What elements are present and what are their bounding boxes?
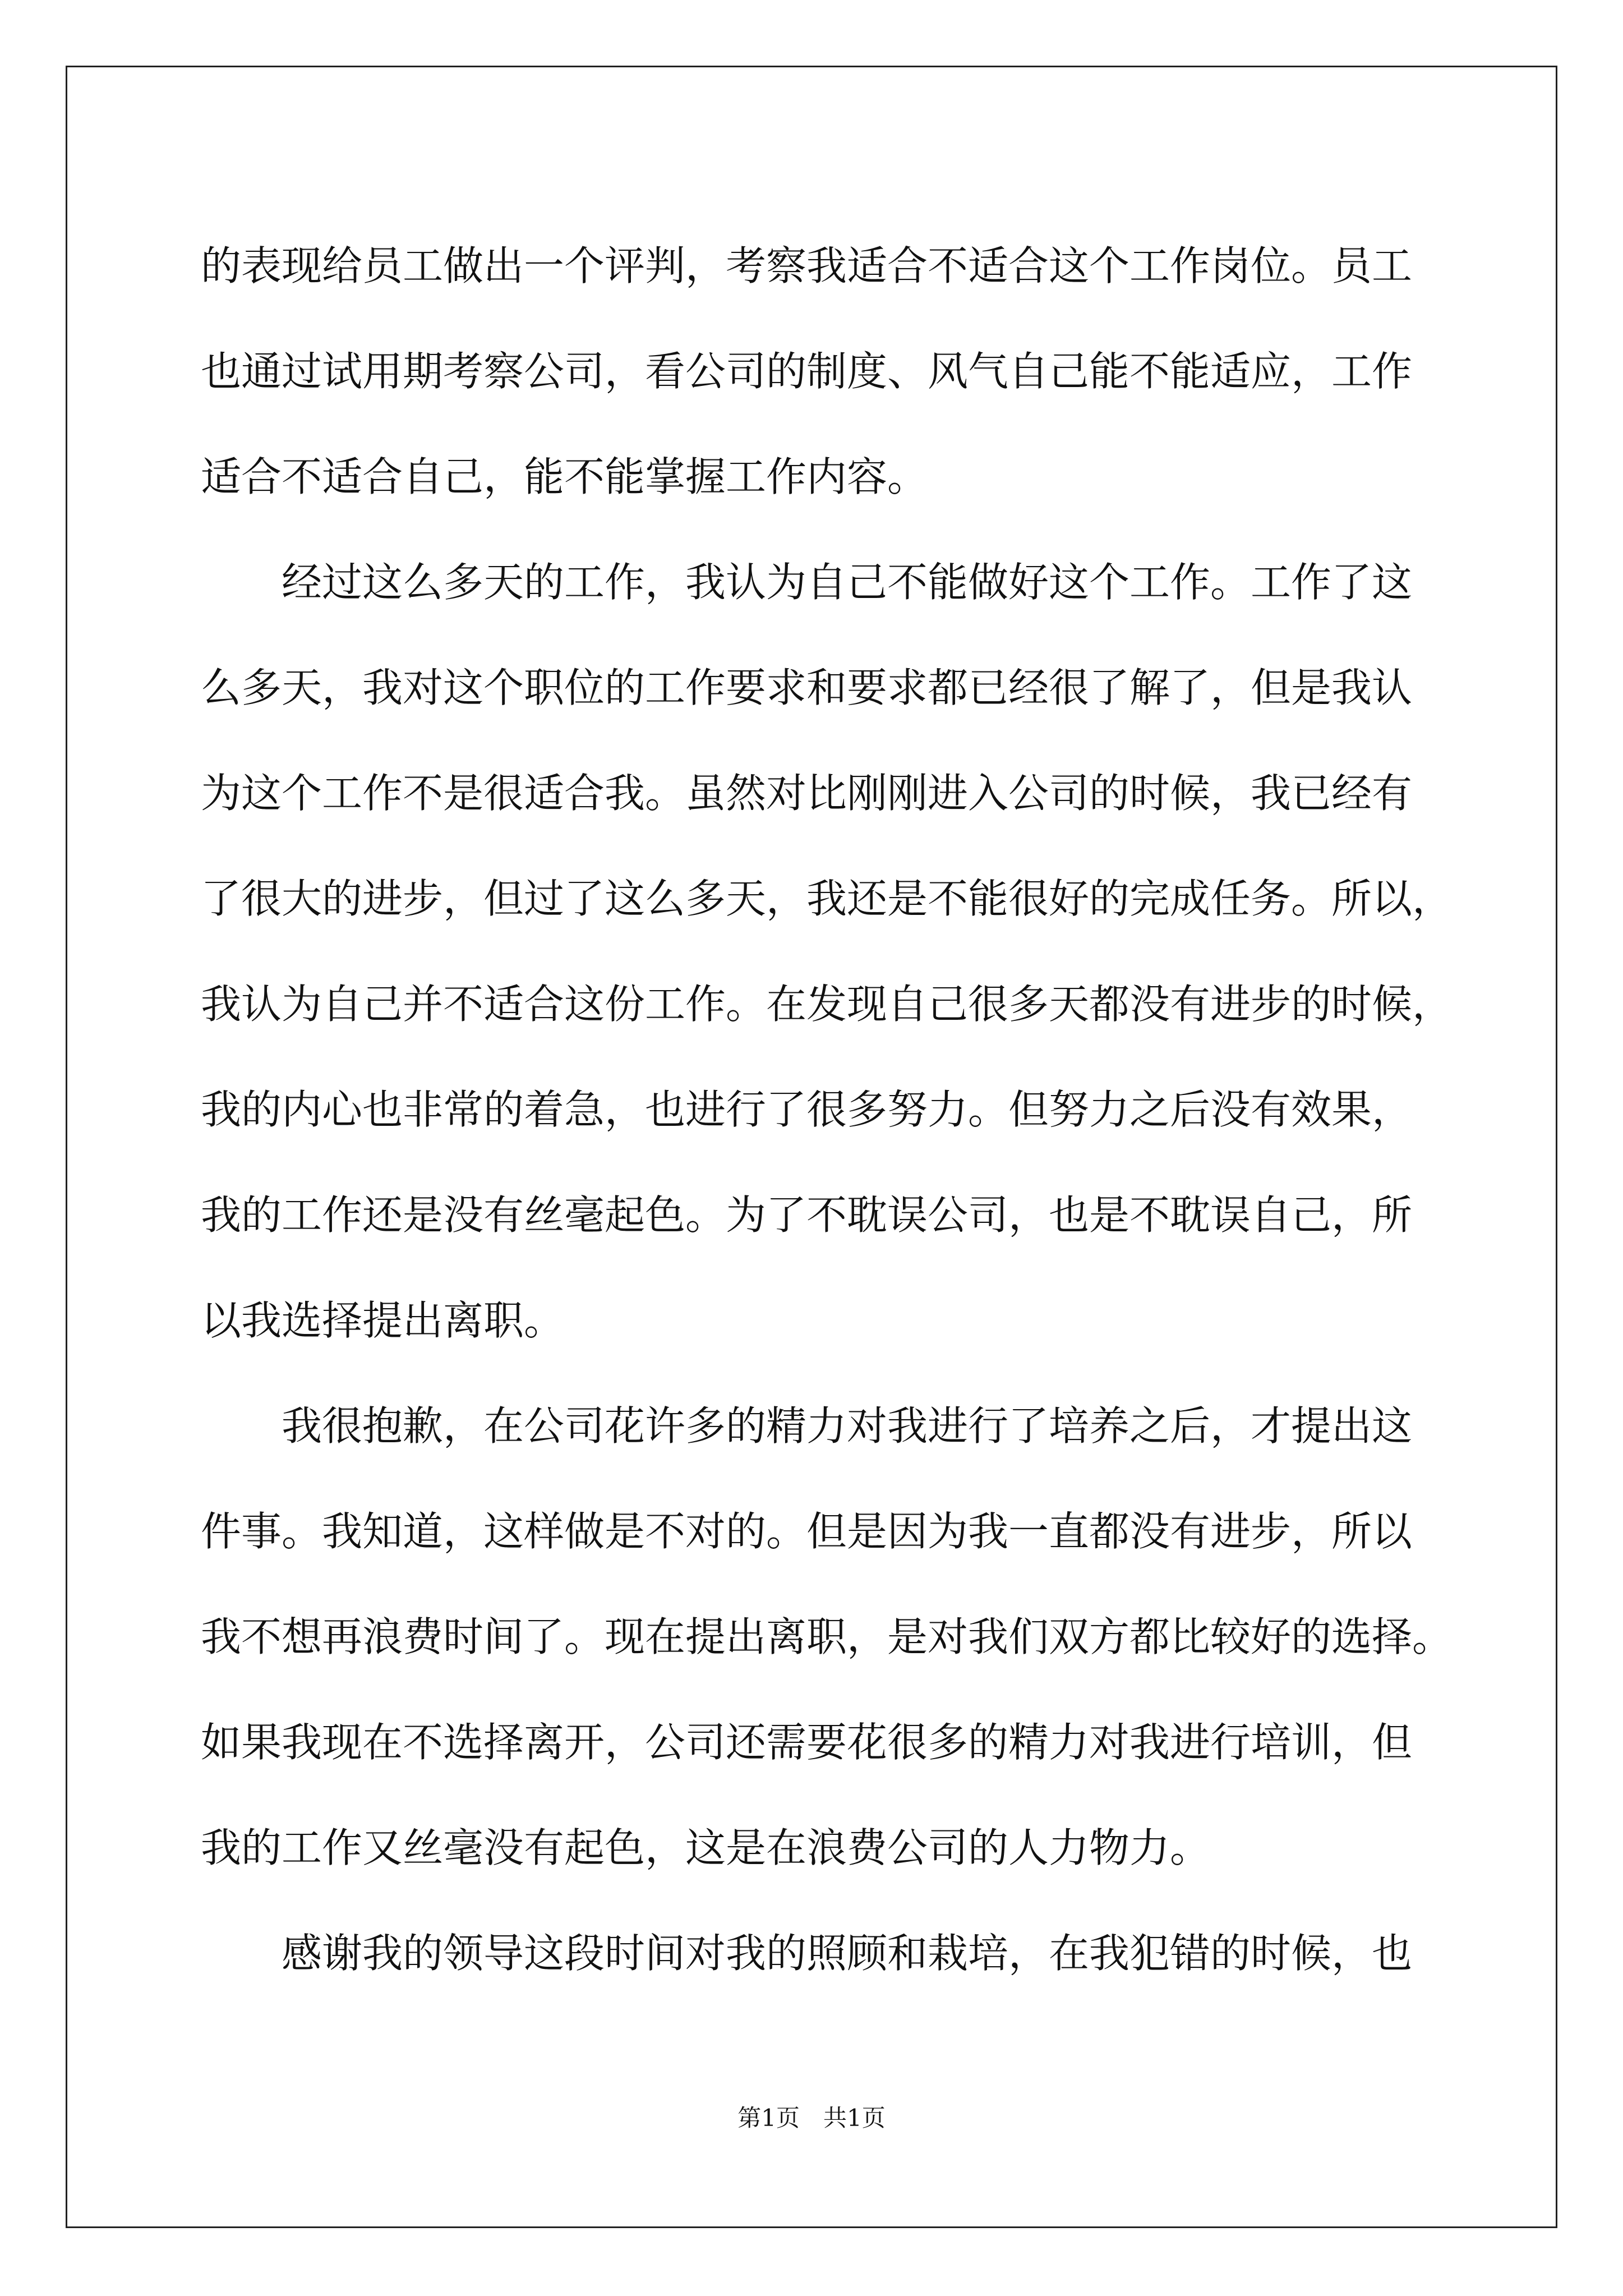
text-line-12: 我很抱歉，在公司花许多的精力对我进行了培养之后，才提出这 — [282, 1402, 1413, 1450]
text-line-5: 么多天，我对这个职位的工作要求和要求都已经很了解了，但是我认 — [201, 664, 1413, 711]
text-line-7: 了很大的进步，但过了这么多天，我还是不能很好的完成任务。所以， — [201, 875, 1453, 922]
text-line-6: 为这个工作不是很适合我。虽然对比刚刚进入公司的时候，我已经有 — [201, 770, 1413, 817]
text-line-17: 感谢我的领导这段时间对我的照顾和栽培，在我犯错的时候，也 — [282, 1930, 1413, 1977]
text-line-9: 我的内心也非常的着急，也进行了很多努力。但努力之后没有效果， — [201, 1086, 1413, 1133]
page-indicator: 第1页 共1页 — [737, 2104, 886, 2132]
text-line-15: 如果我现在不选择离开，公司还需要花很多的精力对我进行培训，但 — [201, 1719, 1413, 1766]
text-line-11: 以我选择提出离职。 — [201, 1297, 565, 1344]
document-body — [201, 213, 1453, 2006]
page-footer — [0, 2100, 1623, 2133]
text-line-10: 我的工作还是没有丝毫起色。为了不耽误公司，也是不耽误自己，所 — [201, 1191, 1413, 1239]
text-line-13: 件事。我知道，这样做是不对的。但是因为我一直都没有进步，所以 — [201, 1508, 1413, 1555]
text-line-4: 经过这么多天的工作，我认为自己不能做好这个工作。工作了这 — [282, 559, 1413, 606]
text-line-14: 我不想再浪费时间了。现在提出离职，是对我们双方都比较好的选择。 — [201, 1613, 1453, 1660]
text-line-1: 的表现给员工做出一个评判，考察我适合不适合这个工作岗位。员工 — [201, 242, 1413, 289]
text-line-2: 也通过试用期考察公司，看公司的制度、风气自己能不能适应，工作 — [201, 348, 1413, 395]
text-line-3: 适合不适合自己，能不能掌握工作内容。 — [201, 453, 928, 500]
text-line-8: 我认为自己并不适合这份工作。在发现自己很多天都没有进步的时候， — [201, 981, 1453, 1028]
text-line-16: 我的工作又丝毫没有起色，这是在浪费公司的人力物力。 — [201, 1824, 1211, 1871]
